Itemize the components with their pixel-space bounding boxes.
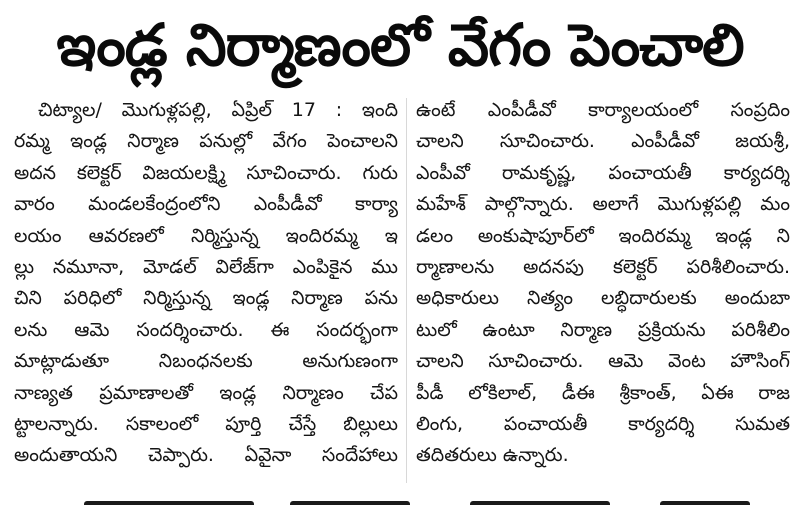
article-line: మహేశ్ పాల్గొన్నారు. అలాగే మొగుళ్లపల్లి మం: [416, 193, 790, 216]
right-column: [416, 95, 790, 472]
article-line: డలం అంకుషాపూర్‌లో ఇందిరమ్మ ఇండ్ల ని: [416, 224, 790, 247]
article-line: ఉంటే ఎంపీడీవో కార్యాలయంలో సంప్రదిం: [416, 99, 790, 121]
article-line: రమ్మ ఇండ్ల నిర్మాణ పనుల్లో వేగం పెంచాలని: [14, 130, 398, 153]
article-line: ఎంపీవో రామకృష్ణ, పంచాయతీ కార్యదర్శి: [416, 161, 790, 184]
cut-off-next-headline: [0, 493, 800, 505]
article-line: లింగు, పంచాయతీ కార్యదర్శి సుమత: [416, 412, 790, 435]
article-line: మాట్లాడుతూ నిబంధనలకు అనుగుణంగా: [14, 350, 398, 373]
article-line: ట్టాలన్నారు. సకాలంలో పూర్తి చేస్తే బిల్లులు: [14, 412, 398, 435]
article-line: అదన కలెక్టర్ విజయలక్ష్మి సూచించారు. గురు: [14, 161, 398, 184]
article-line: చాలని సూచించారు. ఎంపీడీవో జయశ్రీ,: [416, 130, 790, 153]
article-line: తదితరులు ఉన్నారు.: [416, 444, 569, 467]
cut-off-glyphs: [290, 501, 410, 505]
cut-off-glyphs: [84, 501, 254, 505]
article-line: అధికారులు నిత్యం లబ్ధిదారులకు అందుబా: [416, 287, 790, 310]
article-line: చాలని సూచించారు. ఆమె వెంట హౌసింగ్: [416, 350, 790, 373]
article-body: [0, 95, 800, 490]
article-line: అందుతాయని చెప్పారు. ఏవైనా సందేహాలు: [14, 444, 398, 467]
article-line: ల్లు నమూనా, మోడల్ విలేజ్‌గా ఎంపికైన ము: [14, 255, 398, 278]
article-line: చిట్యాల/ మొగుళ్లపల్లి, ఏప్రిల్ 17 : ఇంది: [38, 99, 398, 121]
article-line: వారం మండలకేంద్రంలోని ఎంపీడీవో కార్యా: [14, 193, 398, 216]
headline: ఇండ్ల నిర్మాణంలో వేగం పెంచాలి: [56, 11, 744, 79]
article-line: చిని పరిధిలో నిర్మిస్తున్న ఇండ్ల నిర్మాణ పను: [14, 287, 398, 310]
cut-off-glyphs: [470, 501, 610, 505]
article-line: ర్మాణాలను అదనపు కలెక్టర్ పరిశీలించారు.: [416, 255, 790, 278]
cut-off-glyphs: [660, 501, 750, 505]
article-line: లయం ఆవరణలో నిర్మిస్తున్న ఇందిరమ్మ ఇ: [14, 224, 398, 247]
article-line: టులో ఉంటూ నిర్మాణ ప్రక్రియను పరిశీలిం: [416, 318, 790, 341]
article-line: పీడీ లోకిలాల్, డీఈ శ్రీకాంత్, ఏఈ రాజ: [416, 381, 790, 404]
article-line: లను ఆమె సందర్శించారు. ఈ సందర్భంగా: [14, 318, 398, 341]
left-column: [14, 95, 398, 472]
article-line: నాణ్యత ప్రమాణాలతో ఇండ్ల నిర్మాణం చేప: [14, 381, 398, 404]
